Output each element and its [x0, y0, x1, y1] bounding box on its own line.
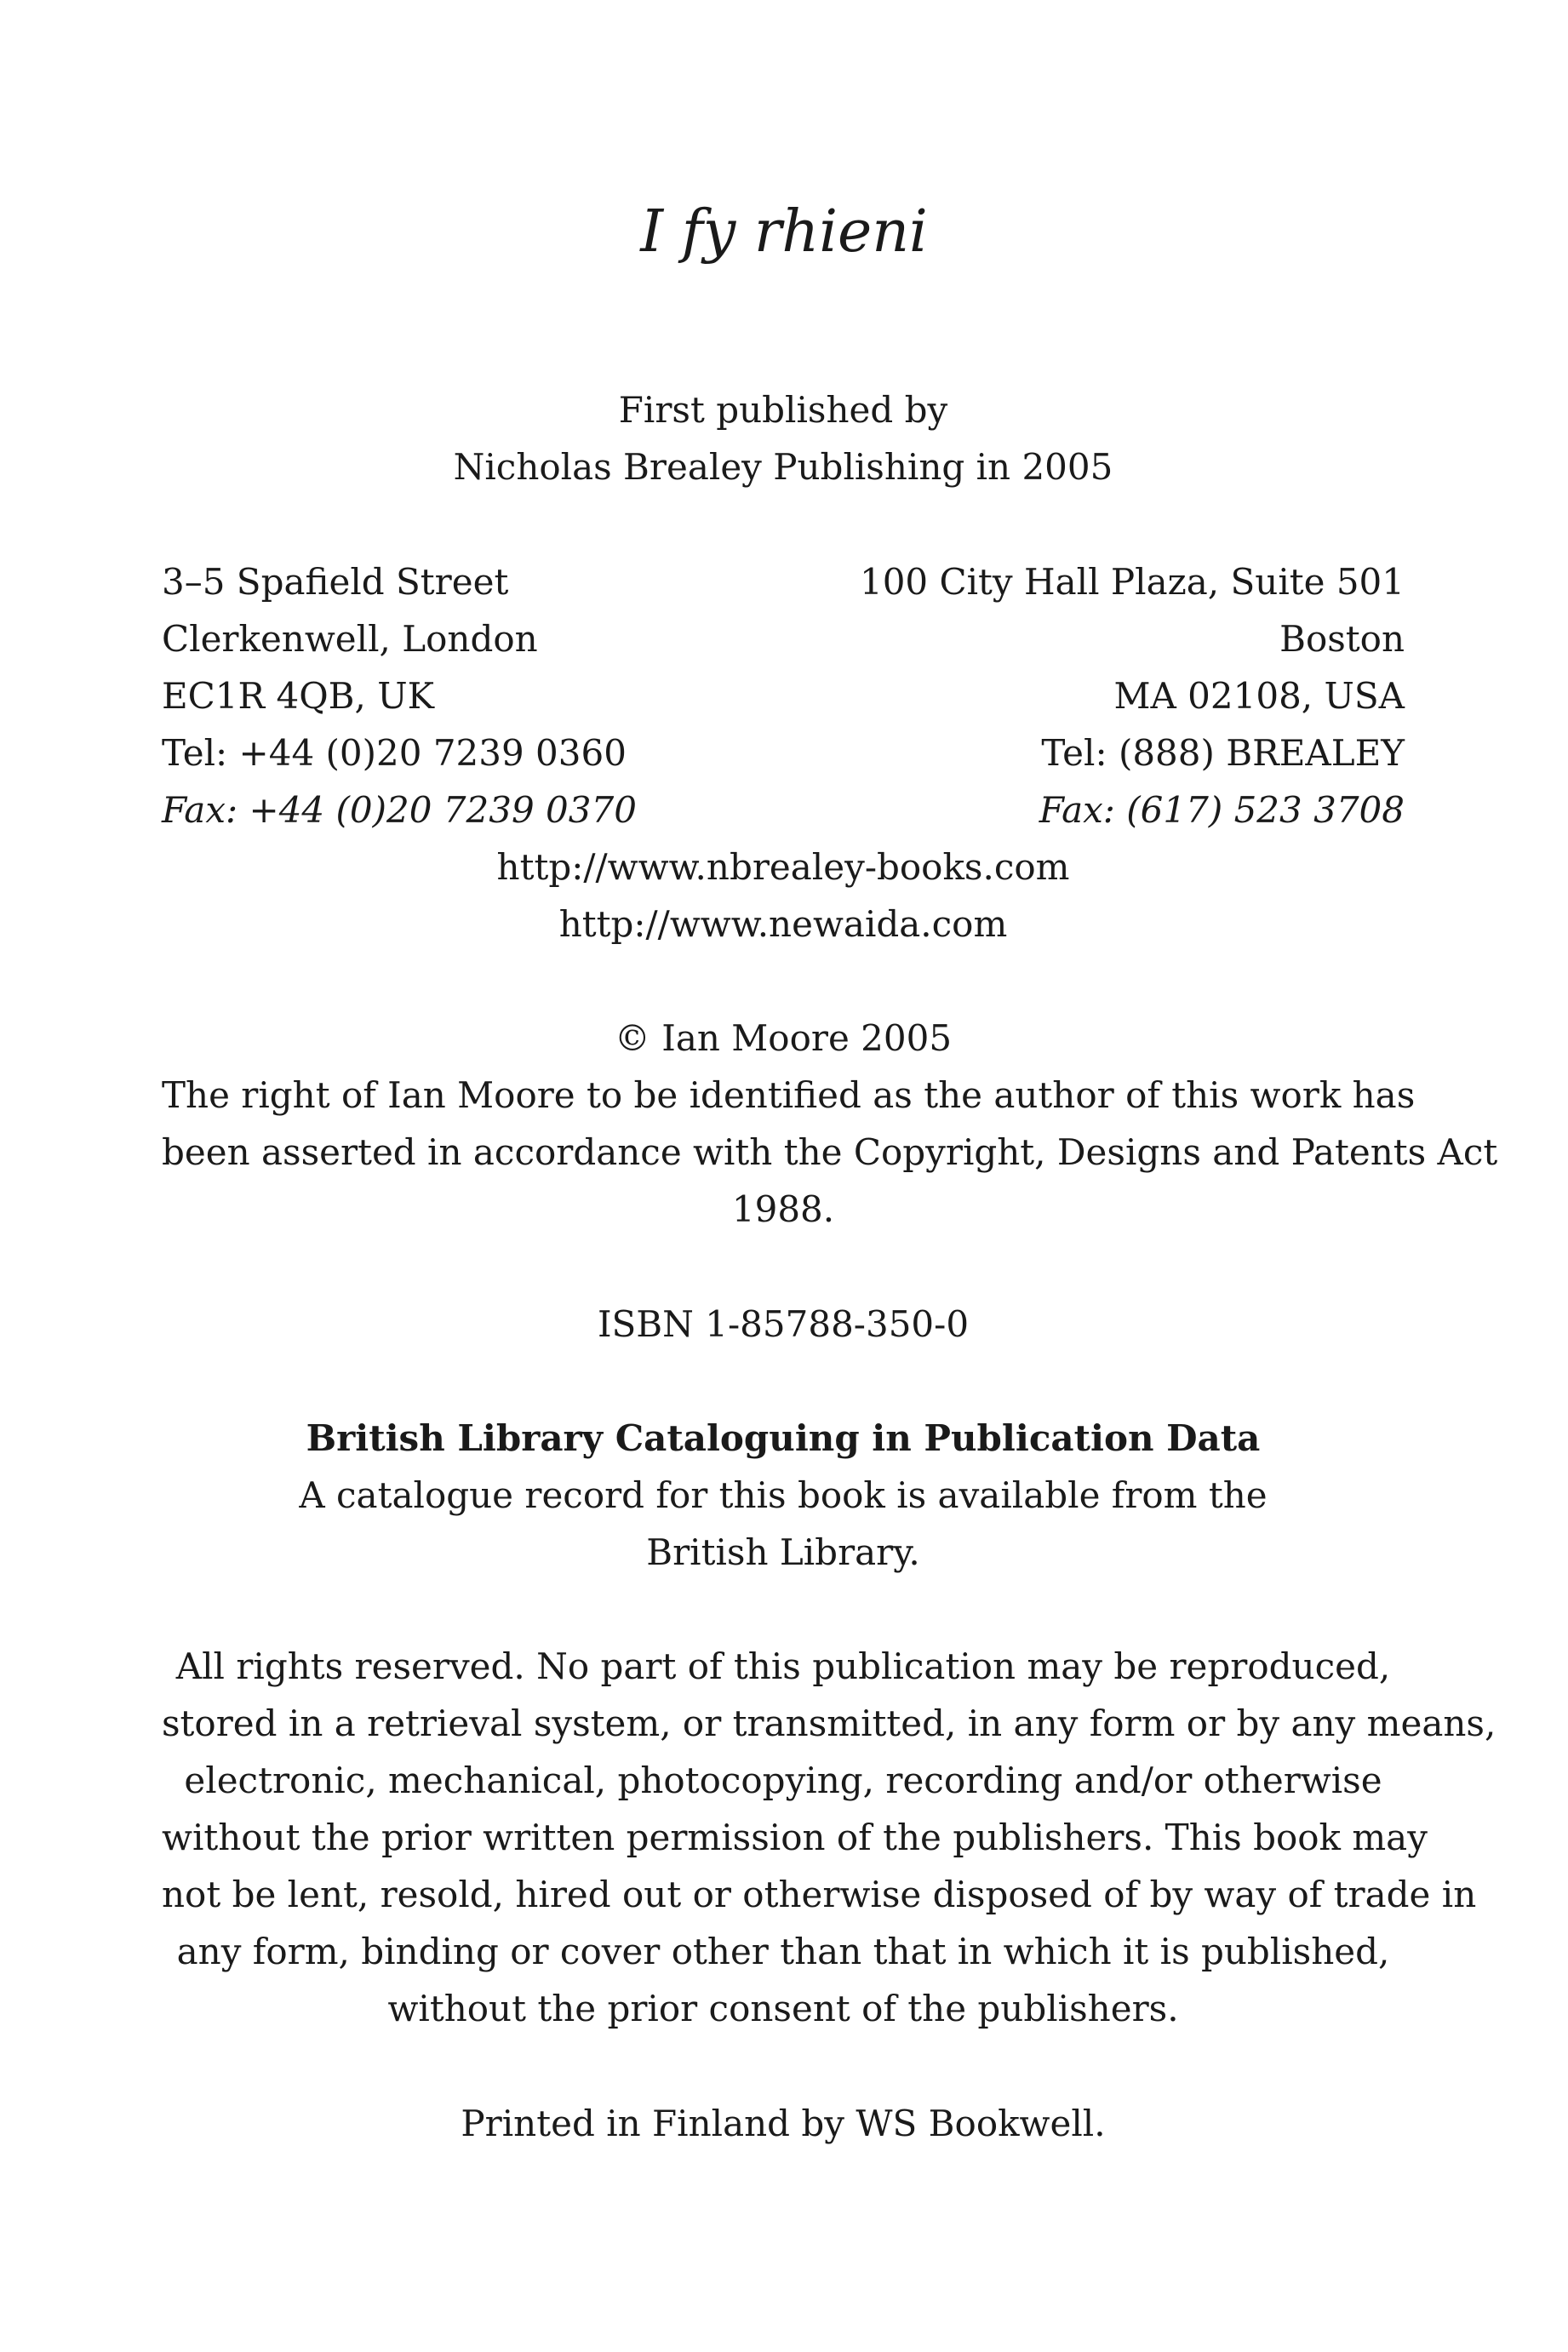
- us-street: 100 City Hall Plaza, Suite 501: [859, 561, 1405, 603]
- rights-line: stored in a retrieval system, or transmitted, in any form or by any means,: [162, 1702, 1496, 1744]
- rights-line: without the prior consent of the publishers.: [387, 1988, 1179, 2029]
- us-tel: Tel: (888) BREALEY: [1041, 732, 1405, 774]
- dedication: I fy rhieni: [640, 198, 928, 266]
- rights-line: electronic, mechanical, photocopying, recording and/or otherwise: [184, 1760, 1382, 1801]
- publisher-addresses: [162, 553, 1405, 838]
- moral-rights-line: 1988.: [731, 1188, 835, 1230]
- uk-fax: Fax: +44 (0)20 7239 0370: [162, 789, 637, 831]
- moral-rights-line: The right of Ian Moore to be identified as the author of this work has: [162, 1074, 1416, 1116]
- cataloguing-heading: British Library Cataloguing in Publication Data: [306, 1417, 1261, 1459]
- isbn: ISBN 1-85788-350-0: [597, 1303, 970, 1345]
- cataloguing-line: British Library.: [646, 1531, 920, 1573]
- address-uk: [162, 553, 637, 838]
- websites: [162, 838, 1405, 953]
- publication-line: First published by: [618, 389, 948, 431]
- publication-info: [162, 381, 1405, 495]
- website-link[interactable]: http://www.nbrealey-books.com: [496, 846, 1070, 888]
- us-city: Boston: [1279, 618, 1405, 660]
- address-us: [860, 553, 1405, 838]
- moral-rights-line: been asserted in accordance with the Copyright, Designs and Patents Act: [162, 1131, 1498, 1173]
- cataloguing-line: A catalogue record for this book is available from the: [299, 1474, 1268, 1516]
- uk-tel: Tel: +44 (0)20 7239 0360: [162, 732, 627, 774]
- rights-line: any form, binding or cover other than that in which it is published,: [176, 1931, 1390, 1972]
- us-postcode: MA 02108, USA: [1113, 675, 1405, 717]
- rights-line: without the prior written permission of the publishers. This book may: [162, 1817, 1428, 1858]
- us-fax: Fax: (617) 523 3708: [1039, 789, 1405, 831]
- uk-area: Clerkenwell, London: [162, 618, 538, 660]
- rights-line: All rights reserved. No part of this publication may be reproduced,: [175, 1645, 1391, 1687]
- copyright-line: © Ian Moore 2005: [614, 1017, 953, 1059]
- website-link[interactable]: http://www.newaida.com: [558, 903, 1008, 945]
- rights-reserved: [162, 1638, 1496, 2037]
- printer-info: Printed in Finland by WS Bookwell.: [461, 2103, 1106, 2144]
- rights-line: not be lent, resold, hired out or otherwise disposed of by way of trade in: [162, 1874, 1477, 1915]
- copyright-notice: [162, 1010, 1498, 1238]
- uk-street: 3–5 Spafield Street: [162, 561, 509, 603]
- uk-postcode: EC1R 4QB, UK: [162, 675, 434, 717]
- cataloguing-data: [162, 1410, 1405, 1581]
- publisher-line: Nicholas Brealey Publishing in 2005: [453, 446, 1113, 488]
